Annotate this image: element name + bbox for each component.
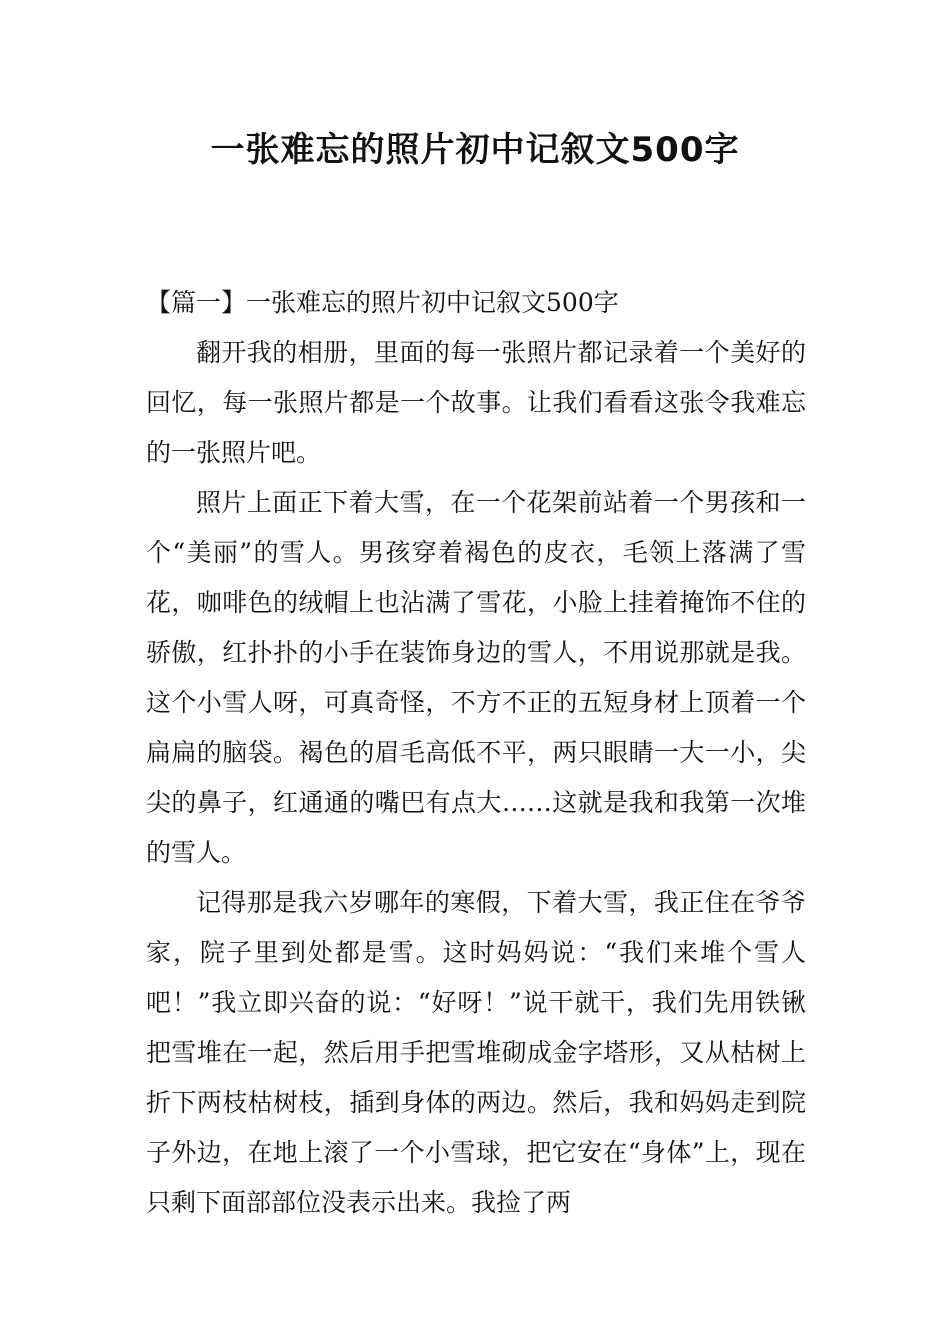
paragraph-1: 翻开我的相册，里面的每一张照片都记录着一个美好的回忆，每一张照片都是一个故事。让我们看看这张令我难忘的一张照片吧。 xyxy=(146,338,806,467)
document-title: 一张难忘的照片初中记叙文500字 xyxy=(210,130,740,170)
paragraph-2: 照片上面正下着大雪，在一个花架前站着一个男孩和一个“美丽”的雪人。男孩穿着褐色的皮衣，毛领上落满了雪花，咖啡色的绒帽上也沾满了雪花，小脸上挂着掩饰不住的骄傲，红扑扑的小手在装饰身边的雪人，不用说那就是我。这个小雪人呀，可真奇怪，不方不正的五短身材上顶着一个扁扁的脑袋。褐色的眉毛高低不平，两只眼睛一大一小，尖尖的鼻子，红通通的嘴巴有点大……这就是我和我第一次堆的雪人。 xyxy=(146,488,806,867)
paragraph-3: 记得那是我六岁哪年的寒假，下着大雪，我正住在爷爷家，院子里到处都是雪。这时妈妈说：“我们来堆个雪人吧！”我立即兴奋的说：“好呀！”说干就干，我们先用铁锹把雪堆在一起，然后用手把雪堆砌成金字塔形，又从枯树上折下两枝枯树枝，插到身体的两边。然后，我和妈妈走到院子外边，在地上滚了一个小雪球，把它安在“身体”上，现在只剩下面部部位没表示出来。我捡了两 xyxy=(146,888,806,1217)
document-body xyxy=(146,278,806,1228)
section-heading: 【篇一】一张难忘的照片初中记叙文500字 xyxy=(146,288,619,317)
